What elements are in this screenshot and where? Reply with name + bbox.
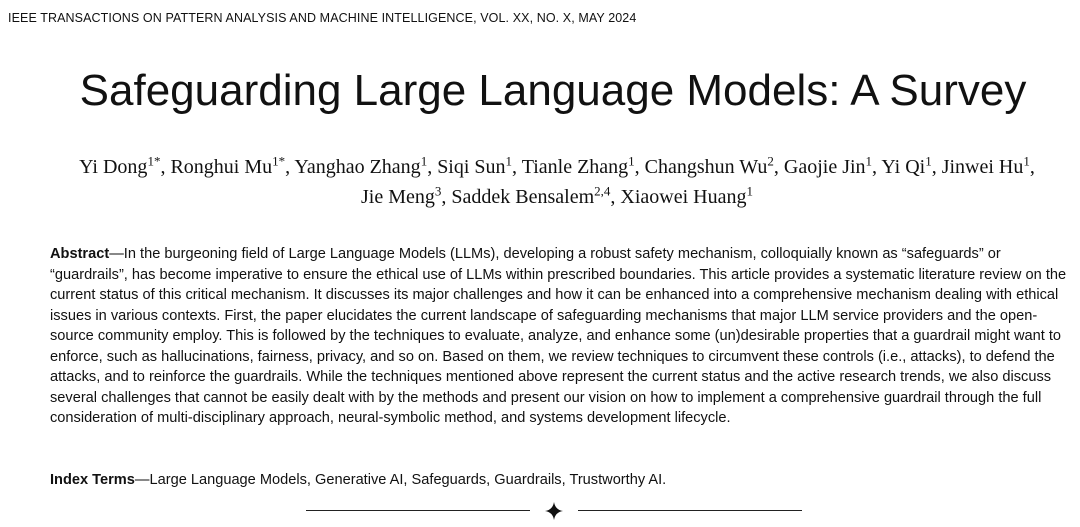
section-divider bbox=[306, 501, 802, 521]
abstract bbox=[50, 244, 1080, 429]
author: Tianle Zhang$^1$, bbox=[521, 153, 645, 178]
author: Xiaowei Huang$^1$ bbox=[620, 183, 753, 208]
index-terms-label: Index Terms bbox=[50, 472, 135, 488]
divider-rule-right bbox=[578, 510, 802, 511]
author-list bbox=[0, 152, 1080, 212]
author: Gaojie Jin$^1$, bbox=[783, 153, 882, 178]
author: Jinwei Hu$^1$, bbox=[941, 153, 1035, 178]
paper-title: Safeguarding Large Language Models: A Survey bbox=[79, 66, 1027, 115]
author: Jie Meng$^3$, bbox=[361, 183, 452, 208]
author: Ronghui $Mu^{1*}$, bbox=[170, 153, 295, 178]
author-line-2 bbox=[0, 182, 1080, 212]
author: Yanghao Zhang$^1$, bbox=[294, 153, 438, 178]
abstract-text: —In the burgeoning field of Large Language Models (LLMs), developing a robust safety mechanism, colloquially known as “safeguards” or “guardrails”, has become imperative to ensure the ethical use of LLMs within prescribed boundaries. This article provides a systematic literature review on the current status of this critical mechanism. It discusses its major challenges and how it can be enhanced into a comprehensive mechanism dealing with ethical issues in various contexts. First, the paper elucidates the current landscape of safeguarding mechanisms that major LLM service providers and the open-source community employ. This is followed by the techniques to evaluate, analyze, and enhance some (un)desirable properties that a guardrail might want to enforce, such as hallucinations, fairness, privacy, and so on. Based on them, we review techniques to circumvent these controls (i.e., attacks), to defend the attacks, and to reinforce the guardrails. While the techniques mentioned above represent the current status and the active research trends, we also discuss several challenges that cannot be easily dealt with by the methods and present our vision on how to implement a comprehensive guardrail through the full consideration of multi-disciplinary approach, neural-symbolic method, and systems development lifecycle. bbox=[50, 246, 1067, 426]
index-terms-text: —Large Language Models, Generative AI, Safeguards, Guardrails, Trustworthy AI. bbox=[134, 472, 667, 488]
abstract-label: Abstract bbox=[50, 246, 110, 262]
author: Changshun Wu$^2$, bbox=[644, 153, 784, 178]
journal-header: IEEE TRANSACTIONS ON PATTERN ANALYSIS AND MACHINE INTELLIGENCE, VOL. XX, NO. X, MAY 2024 bbox=[8, 11, 637, 25]
four-point-star-icon bbox=[545, 502, 563, 520]
author: Yi Qi$^1$, bbox=[881, 153, 942, 178]
index-terms bbox=[50, 470, 1050, 490]
author: Saddek Bensalem$^{2,4}$, bbox=[451, 183, 621, 208]
author: Siqi Sun$^1$, bbox=[437, 153, 522, 178]
author: Yi Dong$^{1*}$, bbox=[79, 153, 171, 178]
divider-rule-left bbox=[306, 510, 530, 511]
author-line-1 bbox=[0, 152, 1080, 182]
